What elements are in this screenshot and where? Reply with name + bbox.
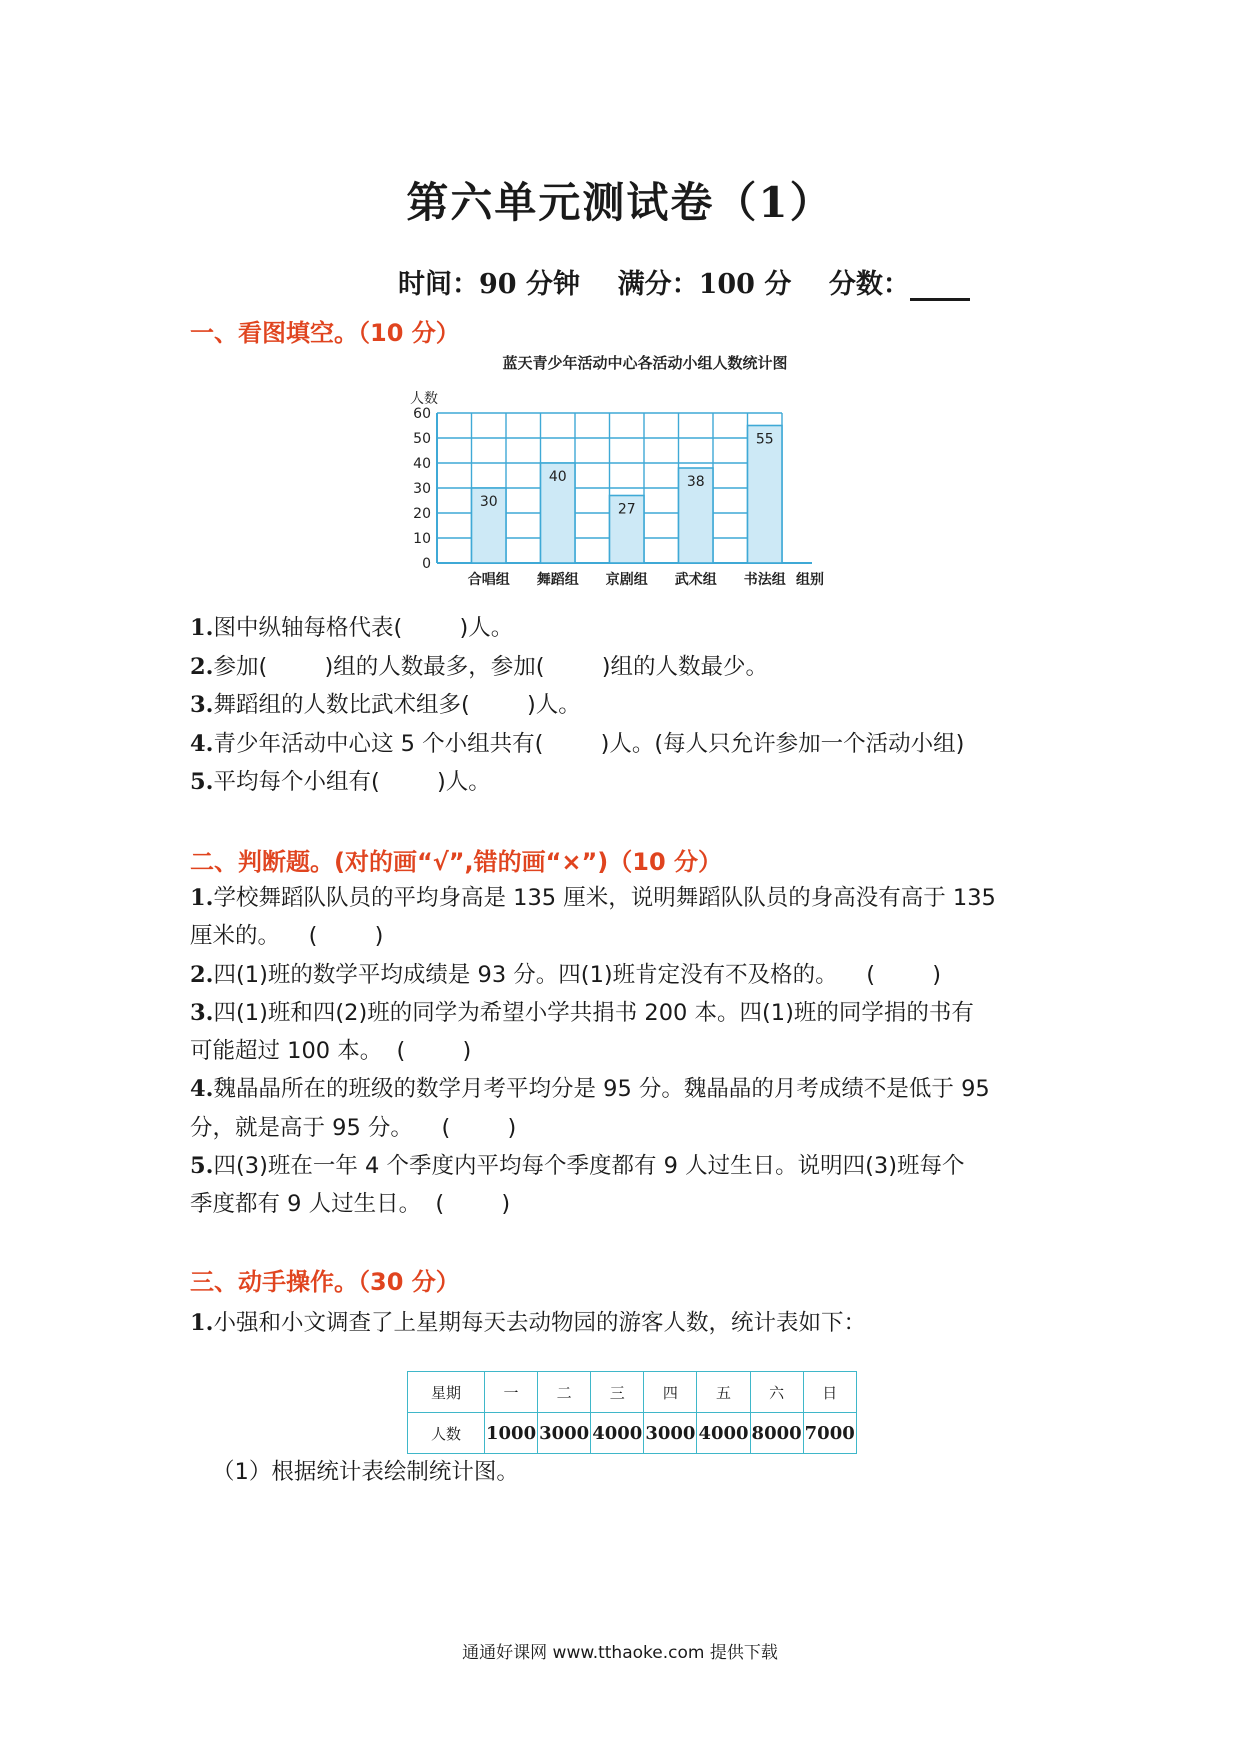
footer-text: 通通好课网 www.tthaoke.com 提供下载	[462, 1643, 778, 1663]
question-1-1: 1.图中纵轴每格代表( )人。	[190, 615, 514, 641]
chart-bars	[472, 426, 783, 564]
judge-line: 5.四(3)班在一年 4 个季度内平均每个季度都有 9 人过生日。说明四(3)班每个	[190, 1153, 965, 1180]
table-cell: 1000	[485, 1413, 538, 1454]
data-label: 27	[617, 501, 636, 518]
question-1-3: 3.舞蹈组的人数比武术组多( )人。	[190, 692, 581, 718]
judge-line: 2.四(1)班的数学平均成绩是 93 分。四(1)班肯定没有不及格的。 ( )	[190, 961, 942, 988]
y-tick-label: 20	[413, 506, 431, 522]
section-1-heading: 一、看图填空。（10 分）	[190, 319, 460, 347]
x-tick-label: 书法组	[743, 572, 786, 588]
table-row	[408, 1413, 857, 1454]
data-label: 38	[686, 474, 705, 490]
table-cell: 六	[750, 1372, 803, 1413]
table-row-label: 人数	[408, 1413, 485, 1454]
score-blank	[910, 274, 970, 301]
x-axis-label: 组别	[796, 572, 824, 588]
page-title: 第六单元测试卷（1）	[406, 178, 834, 227]
question-1-4: 4.青少年活动中心这 5 个小组共有( )人。(每人只允许参加一个活动小组)	[190, 730, 965, 757]
section-2-questions	[190, 880, 996, 1225]
x-tick-label: 舞蹈组	[536, 572, 579, 588]
table-cell: 8000	[750, 1413, 803, 1454]
table-cell: 三	[591, 1372, 644, 1413]
judge-line: 厘米的。 ( )	[190, 923, 384, 950]
question-1-5: 5.平均每个小组有( )人。	[190, 769, 491, 795]
y-tick-label: 0	[422, 556, 431, 572]
section-3-heading: 三、动手操作。（30 分）	[190, 1268, 460, 1296]
section-1-questions	[190, 610, 964, 803]
y-tick-label: 50	[413, 431, 431, 447]
data-label: 55	[755, 431, 774, 448]
table-row	[408, 1372, 857, 1413]
y-tick-label: 60	[413, 406, 431, 422]
judge-line: 4.魏晶晶所在的班级的数学月考平均分是 95 分。魏晶晶的月考成绩不是低于 95	[190, 1076, 990, 1103]
table-cell: 二	[538, 1372, 591, 1413]
y-tick-label: 10	[413, 531, 431, 547]
table-cell: 四	[644, 1372, 697, 1413]
sub-question-3-1-1: （1）根据统计表绘制统计图。	[212, 1459, 519, 1485]
judge-line: 季度都有 9 人过生日。 ( )	[190, 1191, 511, 1218]
exam-meta	[398, 262, 970, 301]
chart-labels	[413, 406, 786, 588]
bar-chart	[400, 350, 860, 600]
judge-line: 3.四(1)班和四(2)班的同学为希望小学共捐书 200 本。四(1)班的同学捐的书有	[190, 999, 974, 1026]
table-cell: 日	[803, 1372, 856, 1413]
chart-title: 蓝天青少年活动中心各活动小组人数统计图	[502, 354, 788, 372]
visitor-table	[407, 1371, 857, 1454]
x-tick-label: 武术组	[674, 572, 717, 588]
y-axis-label: 人数	[410, 391, 438, 407]
data-label: 30	[479, 494, 498, 510]
x-tick-label: 京剧组	[605, 572, 648, 588]
table-cell: 3000	[538, 1413, 591, 1454]
judge-line: 分，就是高于 95 分。 ( )	[190, 1114, 517, 1141]
x-tick-label: 合唱组	[467, 572, 510, 588]
table-cell: 7000	[803, 1413, 856, 1454]
question-3-1: 1.小强和小文调查了上星期每天去动物园的游客人数，统计表如下：	[190, 1310, 867, 1336]
table-cell: 4000	[697, 1413, 750, 1454]
y-tick-label: 40	[413, 456, 431, 472]
question-1-2: 2.参加( )组的人数最多，参加( )组的人数最少。	[190, 653, 769, 680]
table-row-label: 星期	[408, 1372, 485, 1413]
section-2-heading: 二、判断题。(对的画“√”,错的画“×”)（10 分）	[190, 848, 723, 876]
table-cell: 五	[697, 1372, 750, 1413]
y-tick-label: 30	[413, 481, 431, 497]
table-cell: 3000	[644, 1413, 697, 1454]
exam-meta-text: 时间：90 分钟 满分：100 分 分数：	[398, 269, 910, 300]
judge-line: 1.学校舞蹈队队员的平均身高是 135 厘米，说明舞蹈队队员的身高没有高于 135	[190, 885, 996, 911]
table-cell: 一	[485, 1372, 538, 1413]
data-label: 40	[548, 469, 567, 485]
table-cell: 4000	[591, 1413, 644, 1454]
judge-line: 可能超过 100 本。 ( )	[190, 1038, 472, 1065]
